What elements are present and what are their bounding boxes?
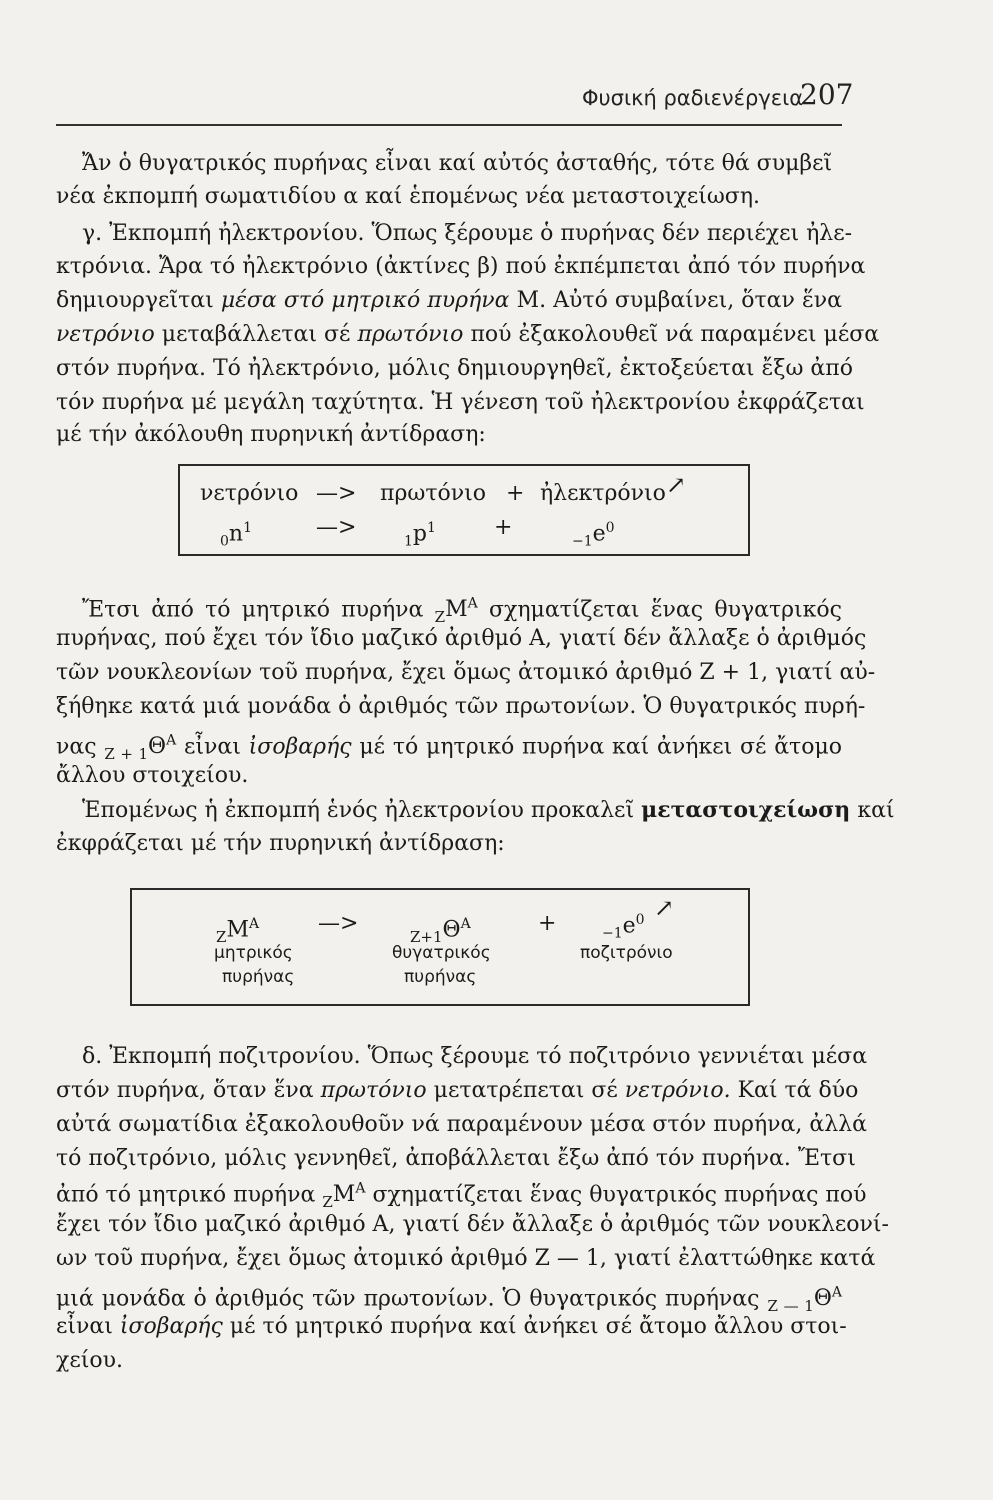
running-header: Φυσική ραδιενέργεια bbox=[582, 86, 804, 110]
text-line: ἀπό τό μητρικό πυρήνα $_ZM^A$ σχηματίζεται ἕνας θυγατρικός πυρήνας πού bbox=[56, 1181, 867, 1212]
text-line: αὐτά σωματίδια ἐξακολουθοῦν νά παραμένουν μέσα στόν πυρήνα, ἀλλά bbox=[56, 1112, 867, 1137]
proton-symbol: $_1p^1$ bbox=[404, 520, 436, 550]
text-line: ἔχει τόν ἴδιο μαζικό ἀριθμό Α, γιατί δέν ἄλλαξε ὁ ἀριθμός τῶν νουκλεονί- bbox=[56, 1212, 889, 1237]
page-number: 207 bbox=[800, 78, 854, 111]
text-line: τόν πυρήνα μέ μεγάλη ταχύτητα. Ἡ γένεση τοῦ ἠλεκτρονίου ἐκφράζεται bbox=[56, 390, 865, 415]
text-line: στόν πυρήνα, ὅταν ἕνα πρωτόνιο μετατρέπεται σέ νετρόνιο. Καί τά δύο bbox=[56, 1078, 859, 1103]
reaction-arrow: —> bbox=[316, 481, 357, 506]
text-line: χείου. bbox=[56, 1348, 123, 1373]
text-line: στόν πυρήνα. Τό ἠλεκτρόνιο, μόλις δημιουργηθεῖ, ἐκτοξεύεται ἔξω ἀπό bbox=[56, 356, 853, 381]
electron-word: ἠλεκτρόνιο bbox=[540, 481, 666, 506]
label-positron: ποζιτρόνιο bbox=[580, 943, 673, 963]
text-line: ων τοῦ πυρήνα, ἔχει ὅμως ἀτομικό ἀριθμό Ζ — 1, γιατί ἐλαττώθηκε κατά bbox=[56, 1246, 876, 1271]
label-daughter: πυρήνας bbox=[404, 967, 477, 987]
text-line: Ἄν ὁ θυγατρικός πυρήνας εἶναι καί αὐτός ἀσταθής, τότε θά συμβεῖ bbox=[82, 151, 833, 176]
text-line: κτρόνια. Ἄρα τό ἠλεκτρόνιο (ἀκτίνες β) πού ἐκπέμπεται ἀπό τόν πυρήνα bbox=[56, 254, 866, 279]
text-line: Ἔτσι ἀπό τό μητρικό πυρήνα $_ZM^A$ σχηματίζεται ἕνας θυγατρικός bbox=[82, 596, 842, 627]
text-line: μέ τήν ἀκόλουθη πυρηνική ἀντίδραση: bbox=[56, 422, 486, 447]
text-line: πυρήνας, πού ἔχει τόν ἴδιο μαζικό ἀριθμό Α, γιατί δέν ἄλλαξε ὁ ἀριθμός bbox=[56, 626, 867, 651]
text-line: ἐκφράζεται μέ τήν πυρηνική ἀντίδραση: bbox=[56, 831, 505, 856]
label-mother: πυρήνας bbox=[222, 967, 295, 987]
text-line: νας $_{Z + 1}\Theta^A$ εἶναι ἰσοβαρής μέ τό μητρικό πυρήνα καί ἀνήκει σέ ἄτομο bbox=[56, 733, 843, 764]
text-line: Ἑπομένως ἡ ἐκπομπή ἑνός ἠλεκτρονίου προκαλεῖ μεταστοιχείωση καί bbox=[82, 797, 895, 823]
text-line: τό ποζιτρόνιο, μόλις γεννηθεῖ, ἀποβάλλεται ἔξω ἀπό τόν πυρήνα. Ἔτσι bbox=[56, 1146, 856, 1171]
neutron-symbol: $_0n^1$ bbox=[220, 520, 253, 550]
equation-box-beta-minus bbox=[178, 464, 750, 556]
text-line: μιά μονάδα ὁ ἀριθμός τῶν πρωτονίων. Ὁ θυγατρικός πυρήνας $_{Z — 1}\Theta^A$ bbox=[56, 1285, 842, 1316]
reaction-arrow: —> bbox=[316, 515, 357, 540]
neutron-word: νετρόνιο bbox=[200, 481, 299, 506]
plus-sign: + bbox=[494, 515, 513, 540]
emission-arrow-icon: ↗ bbox=[666, 471, 687, 499]
text-line: εἶναι ἰσοβαρής μέ τό μητρικό πυρήνα καί ἀνήκει σέ ἄτομο ἄλλου στοι- bbox=[56, 1314, 847, 1339]
text-line: ἄλλου στοιχείου. bbox=[56, 763, 249, 788]
daughter-nucleus-symbol: $_{Z+1}\Theta^A$ bbox=[410, 916, 471, 947]
plus-sign: + bbox=[538, 911, 557, 936]
text-line: νέα ἐκπομπή σωματιδίου α καί ἑπομένως νέα μεταστοιχείωση. bbox=[56, 184, 760, 209]
reaction-arrow: —> bbox=[318, 911, 359, 936]
plus-sign: + bbox=[506, 481, 525, 506]
text-line: δημιουργεῖται μέσα στό μητρικό πυρήνα Μ. Αὐτό συμβαίνει, ὅταν ἕνα bbox=[56, 288, 843, 313]
text-line: τῶν νουκλεονίων τοῦ πυρήνα, ἔχει ὅμως ἀτομικό ἀριθμό Ζ + 1, γιατί αὐ- bbox=[56, 660, 876, 685]
electron-symbol: $_{-1}e^0$ bbox=[602, 912, 645, 942]
text-line: δ. Ἐκπομπή ποζιτρονίου. Ὅπως ξέρουμε τό ποζιτρόνιο γεννιέται μέσα bbox=[82, 1044, 868, 1069]
text-line: ξήθηκε κατά μιά μονάδα ὁ ἀριθμός τῶν πρωτονίων. Ὁ θυγατρικός πυρή- bbox=[56, 694, 866, 719]
label-daughter: θυγατρικός bbox=[392, 943, 491, 963]
text-line: νετρόνιο μεταβάλλεται σέ πρωτόνιο πού ἐξακολουθεῖ νά παραμένει μέσα bbox=[56, 322, 880, 347]
emission-arrow-icon: ↗ bbox=[654, 894, 675, 922]
electron-symbol: $_{-1}e^0$ bbox=[572, 520, 615, 550]
mother-nucleus-symbol: $_ZM^A$ bbox=[216, 916, 260, 947]
label-mother: μητρικός bbox=[214, 943, 293, 963]
text-line: γ. Ἐκπομπή ἠλεκτρονίου. Ὅπως ξέρουμε ὁ πυρήνας δέν περιέχει ἠλε- bbox=[82, 221, 853, 246]
proton-word: πρωτόνιο bbox=[380, 481, 486, 506]
header-divider bbox=[56, 124, 842, 126]
